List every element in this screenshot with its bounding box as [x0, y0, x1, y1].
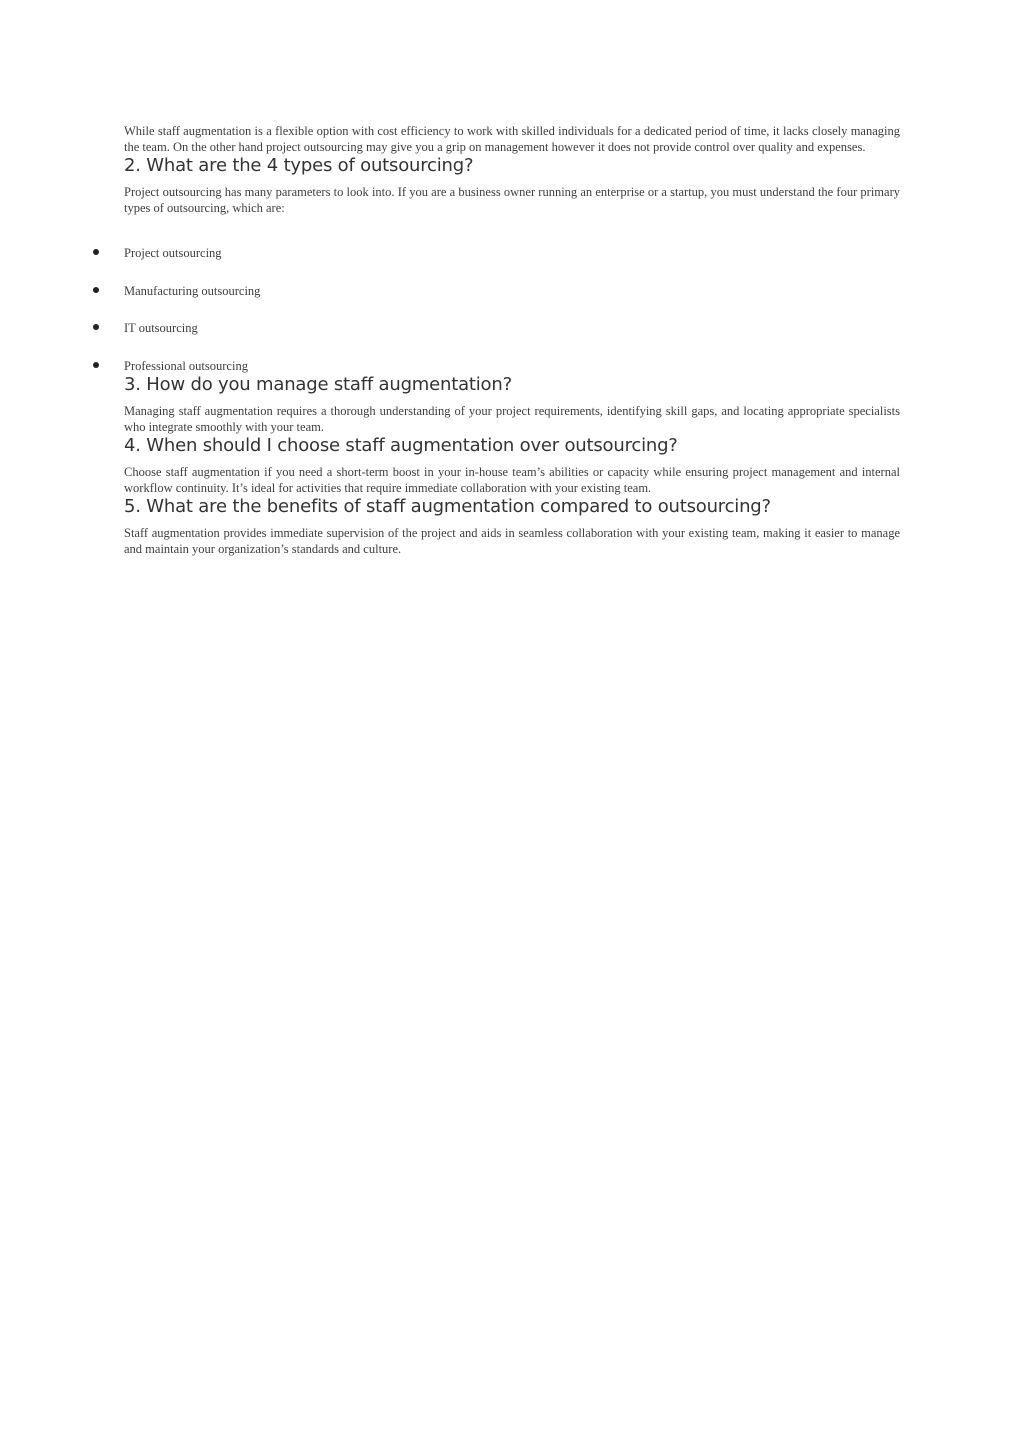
list-item	[124, 283, 900, 299]
bullet-icon	[93, 249, 99, 255]
paragraph-manage-staff-augmentation: Managing staff augmentation requires a thorough understanding of your project requirements, identifying skill gaps, and locating appropriate specialists who integrate smoothly with your team.	[124, 403, 900, 434]
outsourcing-types-list	[124, 245, 900, 374]
list-item-label: Manufacturing outsourcing	[124, 283, 261, 298]
heading-when-to-choose: 4. When should I choose staff augmentation over outsourcing?	[124, 434, 678, 456]
document-content	[124, 123, 900, 557]
list-item	[124, 358, 900, 374]
list-item-label: IT outsourcing	[124, 321, 198, 335]
list-item	[124, 320, 900, 336]
paragraph-when-to-choose: Choose staff augmentation if you need a short-term boost in your in-house team’s abilities or capacity while ensuring project management and internal workflow continuity. It’s ideal for activities that require immediate collaboration with your existing team.	[124, 464, 900, 495]
heading-manage-staff-augmentation: 3. How do you manage staff augmentation?	[124, 373, 512, 395]
bullet-icon	[93, 324, 99, 330]
list-item	[124, 245, 900, 261]
heading-benefits: 5. What are the benefits of staff augmentation compared to outsourcing?	[124, 495, 771, 517]
list-item-label: Project outsourcing	[124, 246, 222, 260]
paragraph-benefits: Staff augmentation provides immediate supervision of the project and aids in seamless collaboration with your existing team, making it easier to manage and maintain your organization’s standards and culture.	[124, 525, 900, 556]
paragraph-types-of-outsourcing: Project outsourcing has many parameters to look into. If you are a business owner running an enterprise or a startup, you must understand the four primary types of outsourcing, which are:	[124, 185, 900, 215]
intro-paragraph: While staff augmentation is a flexible option with cost efficiency to work with skilled individuals for a dedicated period of time, it lacks closely managing the team. On the other hand project outsourcing may give you a grip on management however it does not provide control over quality and expenses.	[124, 124, 900, 154]
list-item-label: Professional outsourcing	[124, 358, 248, 373]
bullet-icon	[93, 362, 99, 368]
heading-types-of-outsourcing: 2. What are the 4 types of outsourcing?	[124, 155, 474, 176]
bullet-icon	[93, 287, 99, 293]
